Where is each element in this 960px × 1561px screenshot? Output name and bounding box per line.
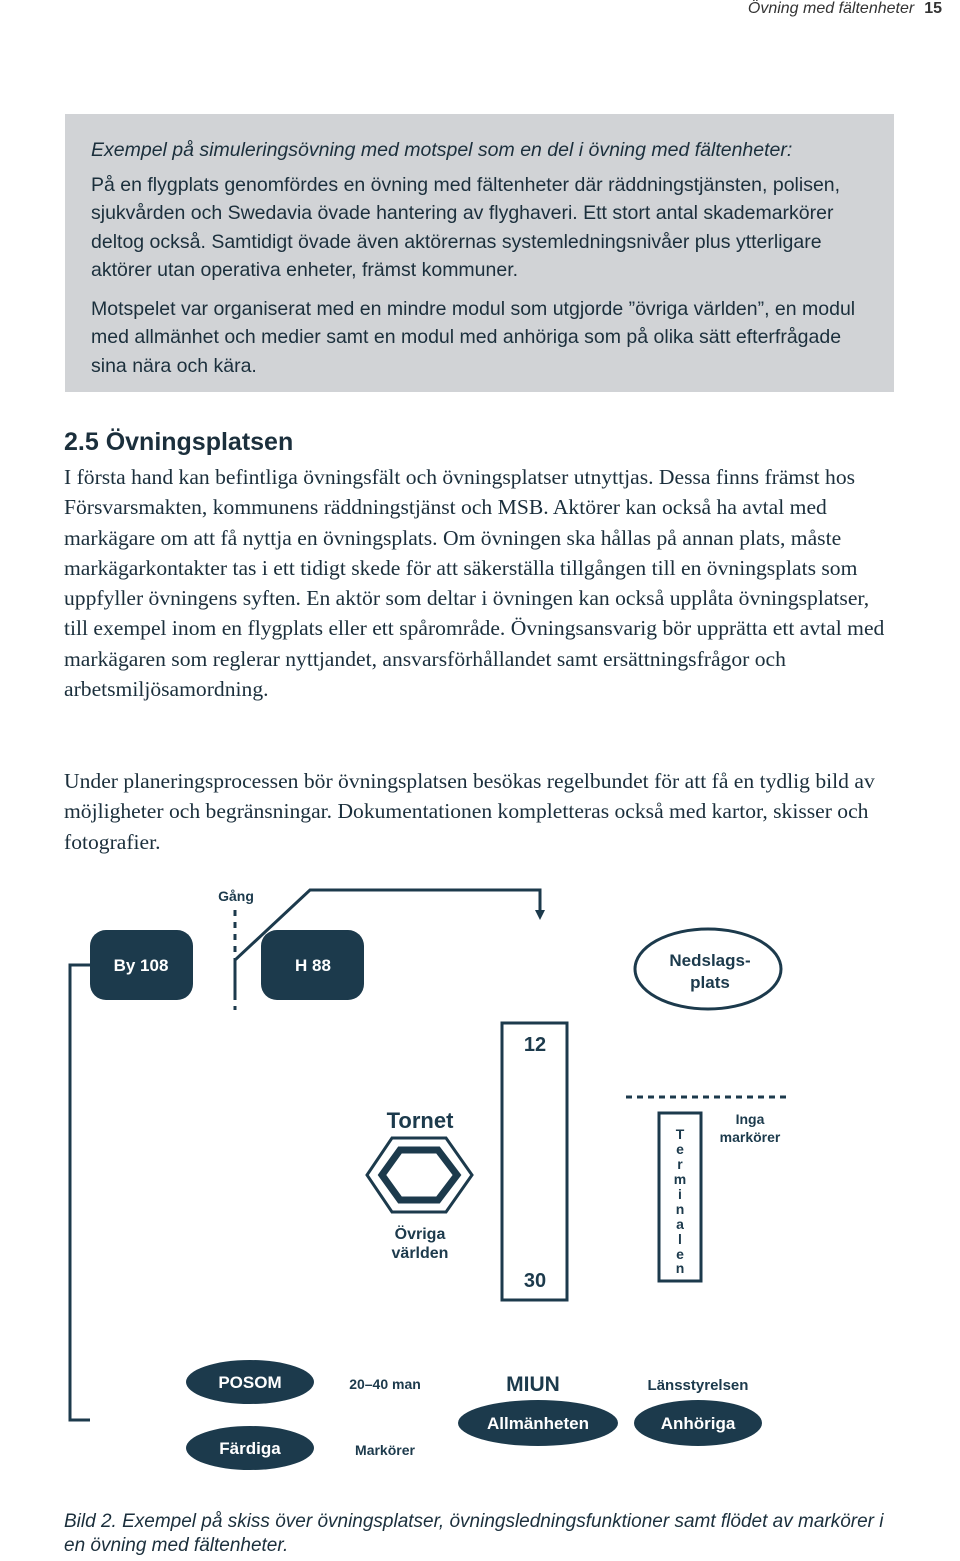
runway-top-number: 12	[523, 1034, 547, 1056]
running-title: Övning med fältenheter	[747, 0, 915, 17]
terminal-letter: r	[677, 1156, 683, 1172]
runway	[502, 1023, 567, 1300]
terminal-letter: a	[676, 1216, 684, 1232]
impact-site-line1: Nedslags-	[669, 951, 751, 970]
section-paragraph-2: Under planeringsprocessen bör övningsplatsen besökas regelbundet för att få en tydlig bild av möjligheter och begränsningar. Dokumentationen kompletteras också med kartor, skisser och fotografier.	[64, 769, 875, 854]
terminal-letter: i	[678, 1186, 682, 1202]
section-paragraph-1: I första hand kan befintliga övningsfält och övningsplatser utnyttjas. Dessa finns främst hos Försvarsmakten, kommunens räddningstjänst och MSB. Aktörer kan också ha avtal med markägare om att få nyttja en övningsplats. Om övningen ska hållas på annan plats, måste markägarkontakter tas i ett tidigt skede för att säkerställa tillgången till en övningsplats som uppfyller övningens syften. En aktör som deltar i övningen kan också upplåta övningsplatser, till exempel inom en flygplats eller ett spårområde. Övningsansvarig bör upprätta ett avtal med markägaren som reglerar nyttjandet, ansvarsförhållandet samt ersättningsfrågor och arbetsmiljösamordning.	[64, 465, 885, 702]
example-box	[65, 114, 894, 392]
flow-line-left	[70, 965, 140, 1420]
miun-label: MIUN	[506, 1373, 560, 1396]
runway-bottom-number: 30	[523, 1270, 547, 1292]
ready-label: Färdiga	[219, 1439, 281, 1458]
example-box-title: Exempel på simuleringsövning med motspel som en del i övning med fältenheter:	[91, 139, 793, 161]
relatives-label: Anhöriga	[660, 1414, 736, 1433]
terminal-letter: e	[676, 1141, 684, 1157]
tower-hexagon-inner	[382, 1150, 457, 1200]
h-88-label: H 88	[295, 956, 331, 975]
other-world-line2: världen	[391, 1245, 449, 1262]
example-box-paragraph-2: Motspelet var organiserat med en mindre modul som utgjorde ”övriga världen”, en modul med allmänhet och medier samt en modul med anhöriga som på olika sätt efterfrågade sina nära och kära.	[91, 297, 856, 377]
terminal-letter: l	[678, 1231, 682, 1247]
running-header	[748, 0, 942, 18]
men-label: 20–40 man	[349, 1376, 421, 1392]
page-number: 15	[924, 0, 942, 17]
terminal-letter: T	[675, 1126, 685, 1142]
markers-label: Markörer	[355, 1442, 415, 1458]
corridor-label: Gång	[218, 888, 254, 904]
figure-caption: Bild 2. Exempel på skiss över övningsplatser, övningsledningsfunktioner samt flödet av markörer i en övning med fältenheter.	[64, 1511, 884, 1556]
no-markers-line1: Inga	[735, 1111, 765, 1127]
public-label: Allmänheten	[486, 1414, 590, 1433]
example-box-paragraph-1: På en flygplats genomfördes en övning med fältenheter där räddningstjänsten, polisen, sjukvården och Swedavia övade hantering av flyghaveri. Ett stort antal skademarkörer deltog också. Samtidigt övade även aktörernas systemledningsnivåer plus ytterligare aktörer utan operativa enheter, främst kommuner.	[91, 173, 841, 281]
diagram-svg	[0, 870, 960, 1490]
terminal-letter: n	[675, 1201, 685, 1217]
tower-label: Tornet	[386, 1108, 454, 1133]
exercise-site-diagram	[0, 870, 960, 1490]
county-label: Länsstyrelsen	[647, 1377, 749, 1394]
terminal-letter: m	[673, 1171, 687, 1187]
terminal-letter: e	[676, 1246, 684, 1262]
posom-label: POSOM	[218, 1373, 282, 1392]
impact-site-line2: plats	[690, 973, 730, 992]
no-markers-line2: markörer	[719, 1129, 781, 1145]
section-heading: 2.5 Övningsplatsen	[64, 428, 294, 456]
by-108-label: By 108	[113, 956, 169, 975]
terminal-letter: n	[675, 1260, 685, 1276]
other-world-line1: Övriga	[394, 1226, 446, 1243]
